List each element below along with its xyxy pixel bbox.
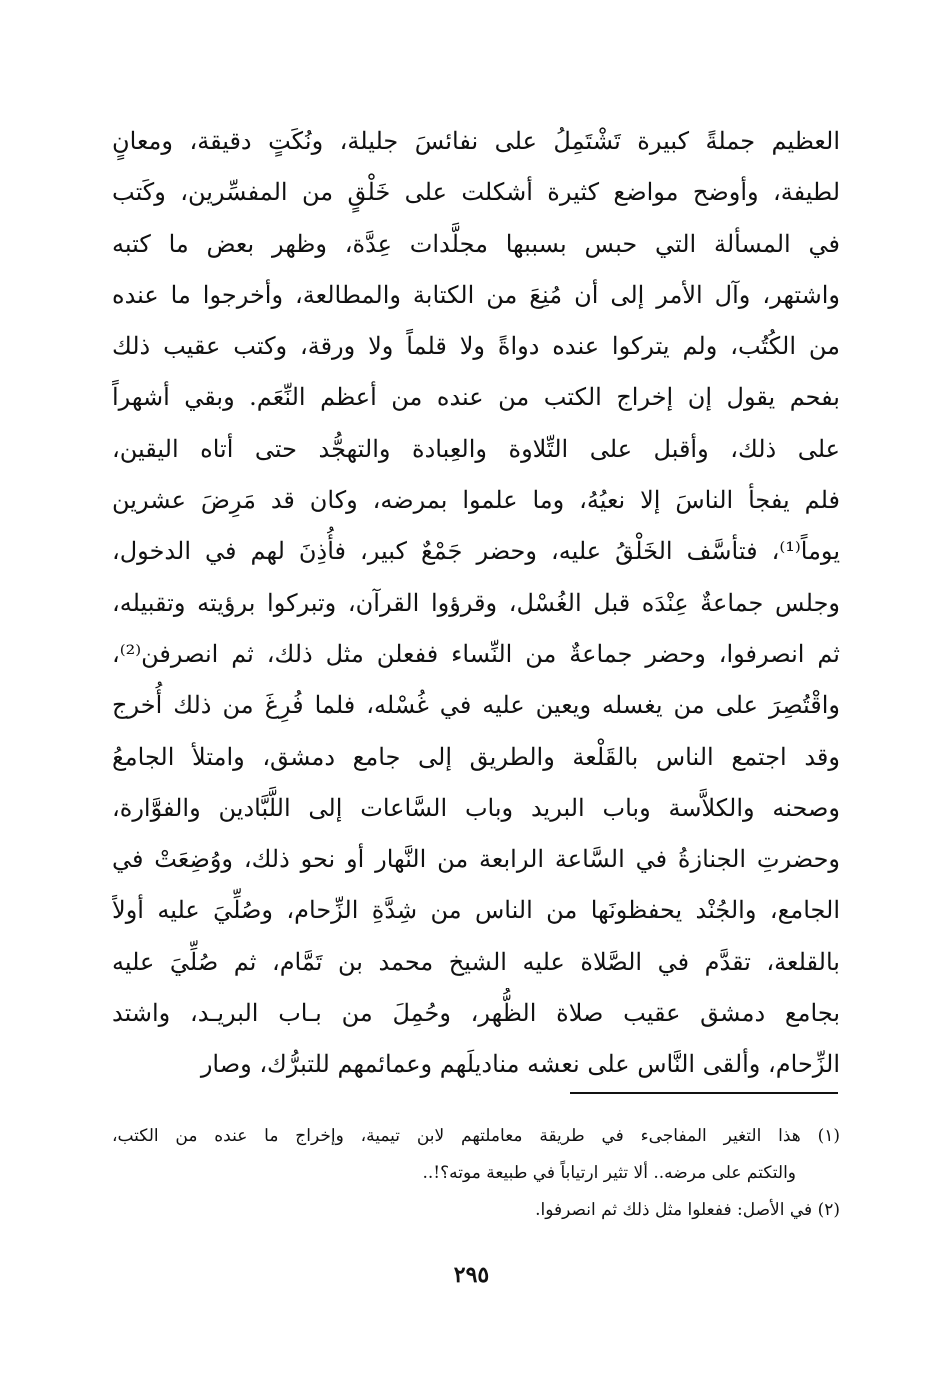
body-line: العظيم جملةً كبيرة تَشْتَمِلُ على نفائسَ جليلة، ونُكَتٍ دقيقة، ومعانٍ (112, 127, 840, 155)
body-line: ثم انصرفوا، وحضر جماعةٌ من النِّساء ففعلن مثل ذلك، ثم انصرفن⁽²⁾، (112, 639, 840, 668)
footnote-text: هذا التغير المفاجىء في طريقة معاملتهم لابن تيمية، وإخراج ما عنده من الكتب، (112, 1126, 801, 1146)
body-line: وجلس جماعةٌ عِنْدَه قبل الغُسْل، وقرؤوا القرآن، وتبركوا برؤيته وتقبيله، (112, 588, 840, 617)
body-line: بفحم يقول إن إخراج الكتب من عنده من أعظم النِّعَم. وبقي أشهراً (112, 383, 840, 412)
footnote-text: والتكتم على مرضه.. ألا تثير ارتياباً في طبيعة موته؟!.. (422, 1163, 796, 1183)
footnote-marker: (١) (817, 1126, 840, 1146)
footnote-marker: (٢) (817, 1200, 840, 1220)
footnote-1 (112, 1118, 840, 1155)
body-line: بجامع دمشق عقيب صلاة الظُّهر، وحُمِلَ من بـاب البريـد، واشتد (112, 999, 840, 1028)
body-line: فلم يفجأ الناسَ إلا نعيُهُ، وما علموا بمرضه، وكان قد مَرِضَ عشرين (112, 486, 840, 515)
footnote-2 (112, 1192, 840, 1229)
body-line: وحضرتِ الجنازةُ في السَّاعة الرابعة من النَّهار أو نحو ذلك، ووُضِعَتْ في (112, 845, 840, 874)
body-line: في المسألة التي حبس بسببها مجلَّدات عِدَّة، وظهر بعض ما كتبه (112, 229, 840, 258)
body-line: لطيفة، وأوضح مواضع كثيرة أشكلت على خَلْقٍ من المفسِّرين، وكَتب (112, 178, 840, 207)
body-line: وصحنه والكلاَّسة وباب البريد وباب السَّاعات إلى اللَّبَّادين والفوَّارة، (112, 793, 840, 822)
footnote-divider (570, 1092, 838, 1094)
footnote-1-continuation (112, 1155, 840, 1192)
body-line: يوماً⁽¹⁾، فتأسَّف الخَلْقُ عليه، وحضر جَمْعٌ كبير، فأُذِنَ لهم في الدخول، (112, 537, 840, 566)
footnote-text: في الأصل: ففعلوا مثل ذلك ثم انصرفوا. (535, 1200, 813, 1220)
body-line: من الكُتُب، ولم يتركوا عنده دواةً ولا قلماً ولا ورقة، وكتب عقيب ذلك (112, 332, 840, 361)
body-line: الزِّحام، وألقى النَّاس على نعشه مناديلَهم وعمائمهم للتبرُّك، وصار (200, 1050, 840, 1079)
body-line: وقد اجتمع الناس بالقَلْعة والطريق إلى جامع دمشق، وامتلأ الجامعُ (112, 742, 840, 771)
body-line: واشتهر، وآل الأمر إلى أن مُنِعَ من الكتابة والمطالعة، وأخرجوا ما عنده (112, 280, 840, 309)
body-line: بالقلعة، تقدَّم في الصَّلاة عليه الشيخ محمد بن تَمَّام، ثم صُلِّيَ عليه (112, 947, 840, 976)
footnotes (112, 1118, 840, 1229)
body-line: على ذلك، وأقبل على التِّلاوة والعِبادة والتهجُّد حتى أتاه اليقين، (112, 434, 840, 463)
body-line: الجامع، والجُنْد يحفظونَها من الناس من شِدَّةِ الزِّحام، وصُلِّيَ عليه أولاً (112, 896, 840, 925)
page-number: ٢٩٥ (453, 1262, 490, 1288)
body-text (112, 116, 840, 1091)
body-line: واقْتُصِرَ على من يغسله ويعين عليه في غُسْله، فلما فُرِغَ من ذلك أُخرج (112, 691, 840, 720)
